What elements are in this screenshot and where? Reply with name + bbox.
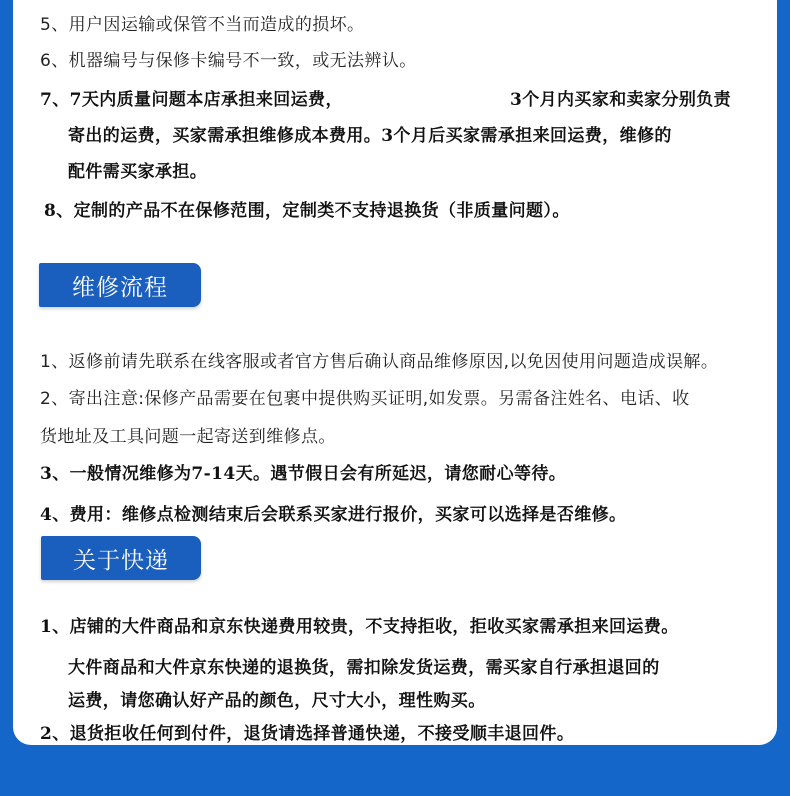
- exclusion-item-8: 8、定制的产品不在保修范围，定制类不支持退换货（非质量问题）。: [44, 201, 570, 221]
- repair-item-4: 4、费用：维修点检测结束后会联系买家进行报价，买家可以选择是否维修。: [40, 505, 627, 525]
- express-item-1-line3: 运费，请您确认好产品的颜色，尺寸大小，理性购买。: [68, 691, 486, 711]
- repair-item-2-line2: 货地址及工具问题一起寄送到维修点。: [40, 427, 336, 447]
- exclusion-item-7-part2: 3个月内买家和卖家分别负责: [510, 90, 732, 110]
- content-card: [13, 0, 777, 745]
- express-item-1-line2: 大件商品和大件京东快递的退换货，需扣除发货运费，需买家自行承担退回的: [68, 658, 660, 678]
- exclusion-item-7-part1: 7、7天内质量问题本店承担来回运费，: [40, 90, 343, 110]
- express-item-2: 2、退货拒收任何到付件，退货请选择普通快递，不接受顺丰退回件。: [40, 724, 575, 744]
- repair-item-3: 3、一般情况维修为7-14天。遇节假日会有所延迟，请您耐心等待。: [40, 464, 567, 484]
- exclusion-item-7-line3: 配件需买家承担。: [68, 162, 208, 182]
- exclusion-item-7-line2: 寄出的运费，买家需承担维修成本费用。3个月后买家需承担来回运费，维修的: [68, 126, 672, 146]
- repair-process-heading: 维修流程: [39, 263, 201, 307]
- repair-item-2-line1: 2、寄出注意:保修产品需要在包裹中提供购买证明,如发票。另需备注姓名、电话、收: [40, 389, 690, 409]
- exclusion-item-5: 5、用户因运输或保管不当而造成的损坏。: [40, 15, 365, 35]
- express-heading: 关于快递: [41, 536, 201, 580]
- express-item-1: 1、店铺的大件商品和京东快递费用较贵，不支持拒收，拒收买家需承担来回运费。: [40, 617, 679, 637]
- exclusion-item-6: 6、机器编号与保修卡编号不一致，或无法辨认。: [40, 51, 417, 71]
- repair-item-1: 1、返修前请先联系在线客服或者官方售后确认商品维修原因,以免因使用问题造成误解。: [40, 352, 719, 372]
